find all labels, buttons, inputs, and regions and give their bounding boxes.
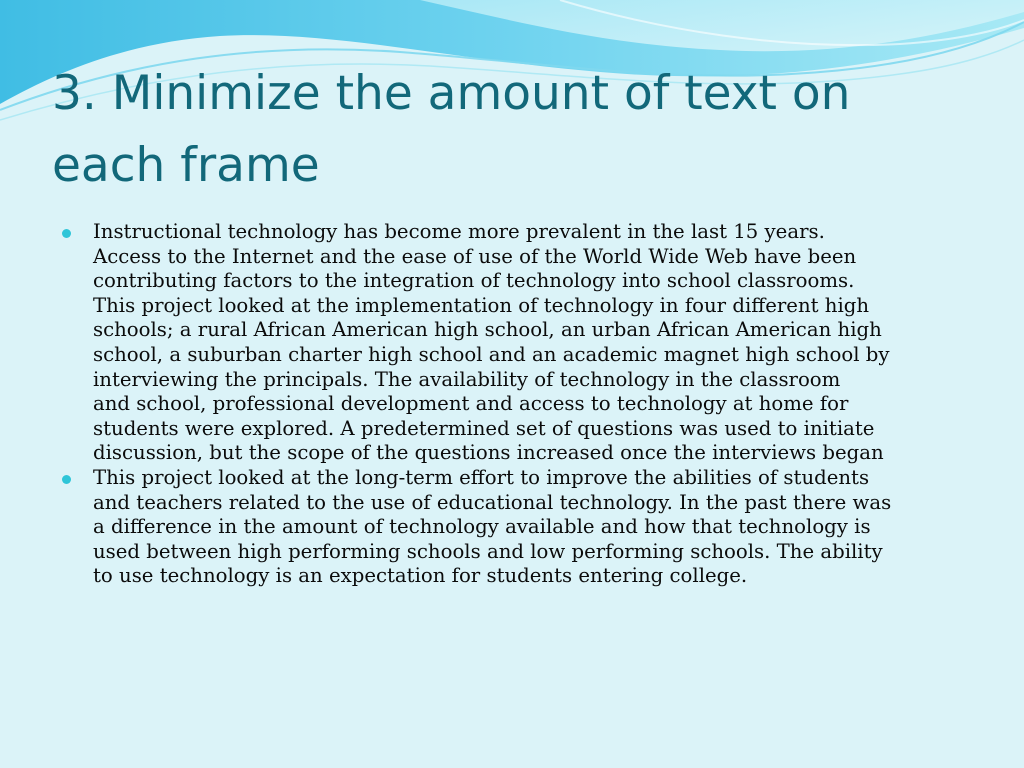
- slide-title: 3. Minimize the amount of text on each frame: [52, 66, 851, 193]
- bullet-dot-icon: [62, 229, 71, 238]
- bullet-item: [62, 466, 967, 589]
- bullet-text: Instructional technology has become more prevalent in the last 15 years. Access to the Internet and the ease of use of the World Wide Web have been contributing factors to the integration of technology into school classrooms. This project looked at the implementation of technology in four different high schools; a rural African American high school, an urban African American high school, a suburban charter high school and an academic magnet high school by interviewing the principals. The availability of technology in the classroom and school, professional development and access to technology at home for students were explored. A predetermined set of questions was used to initiate discussion, but the scope of the questions increased once the interviews began: [93, 220, 890, 465]
- bullet-list: [62, 220, 967, 589]
- bullet-item: [62, 220, 967, 466]
- bullet-dot-icon: [62, 475, 71, 484]
- bullet-text: This project looked at the long-term effort to improve the abilities of students and teachers related to the use of educational technology. In the past there was a difference in the amount of technology available and how that technology is used between high performing schools and low performing schools. The ability to use technology is an expectation for students entering college.: [93, 465, 892, 588]
